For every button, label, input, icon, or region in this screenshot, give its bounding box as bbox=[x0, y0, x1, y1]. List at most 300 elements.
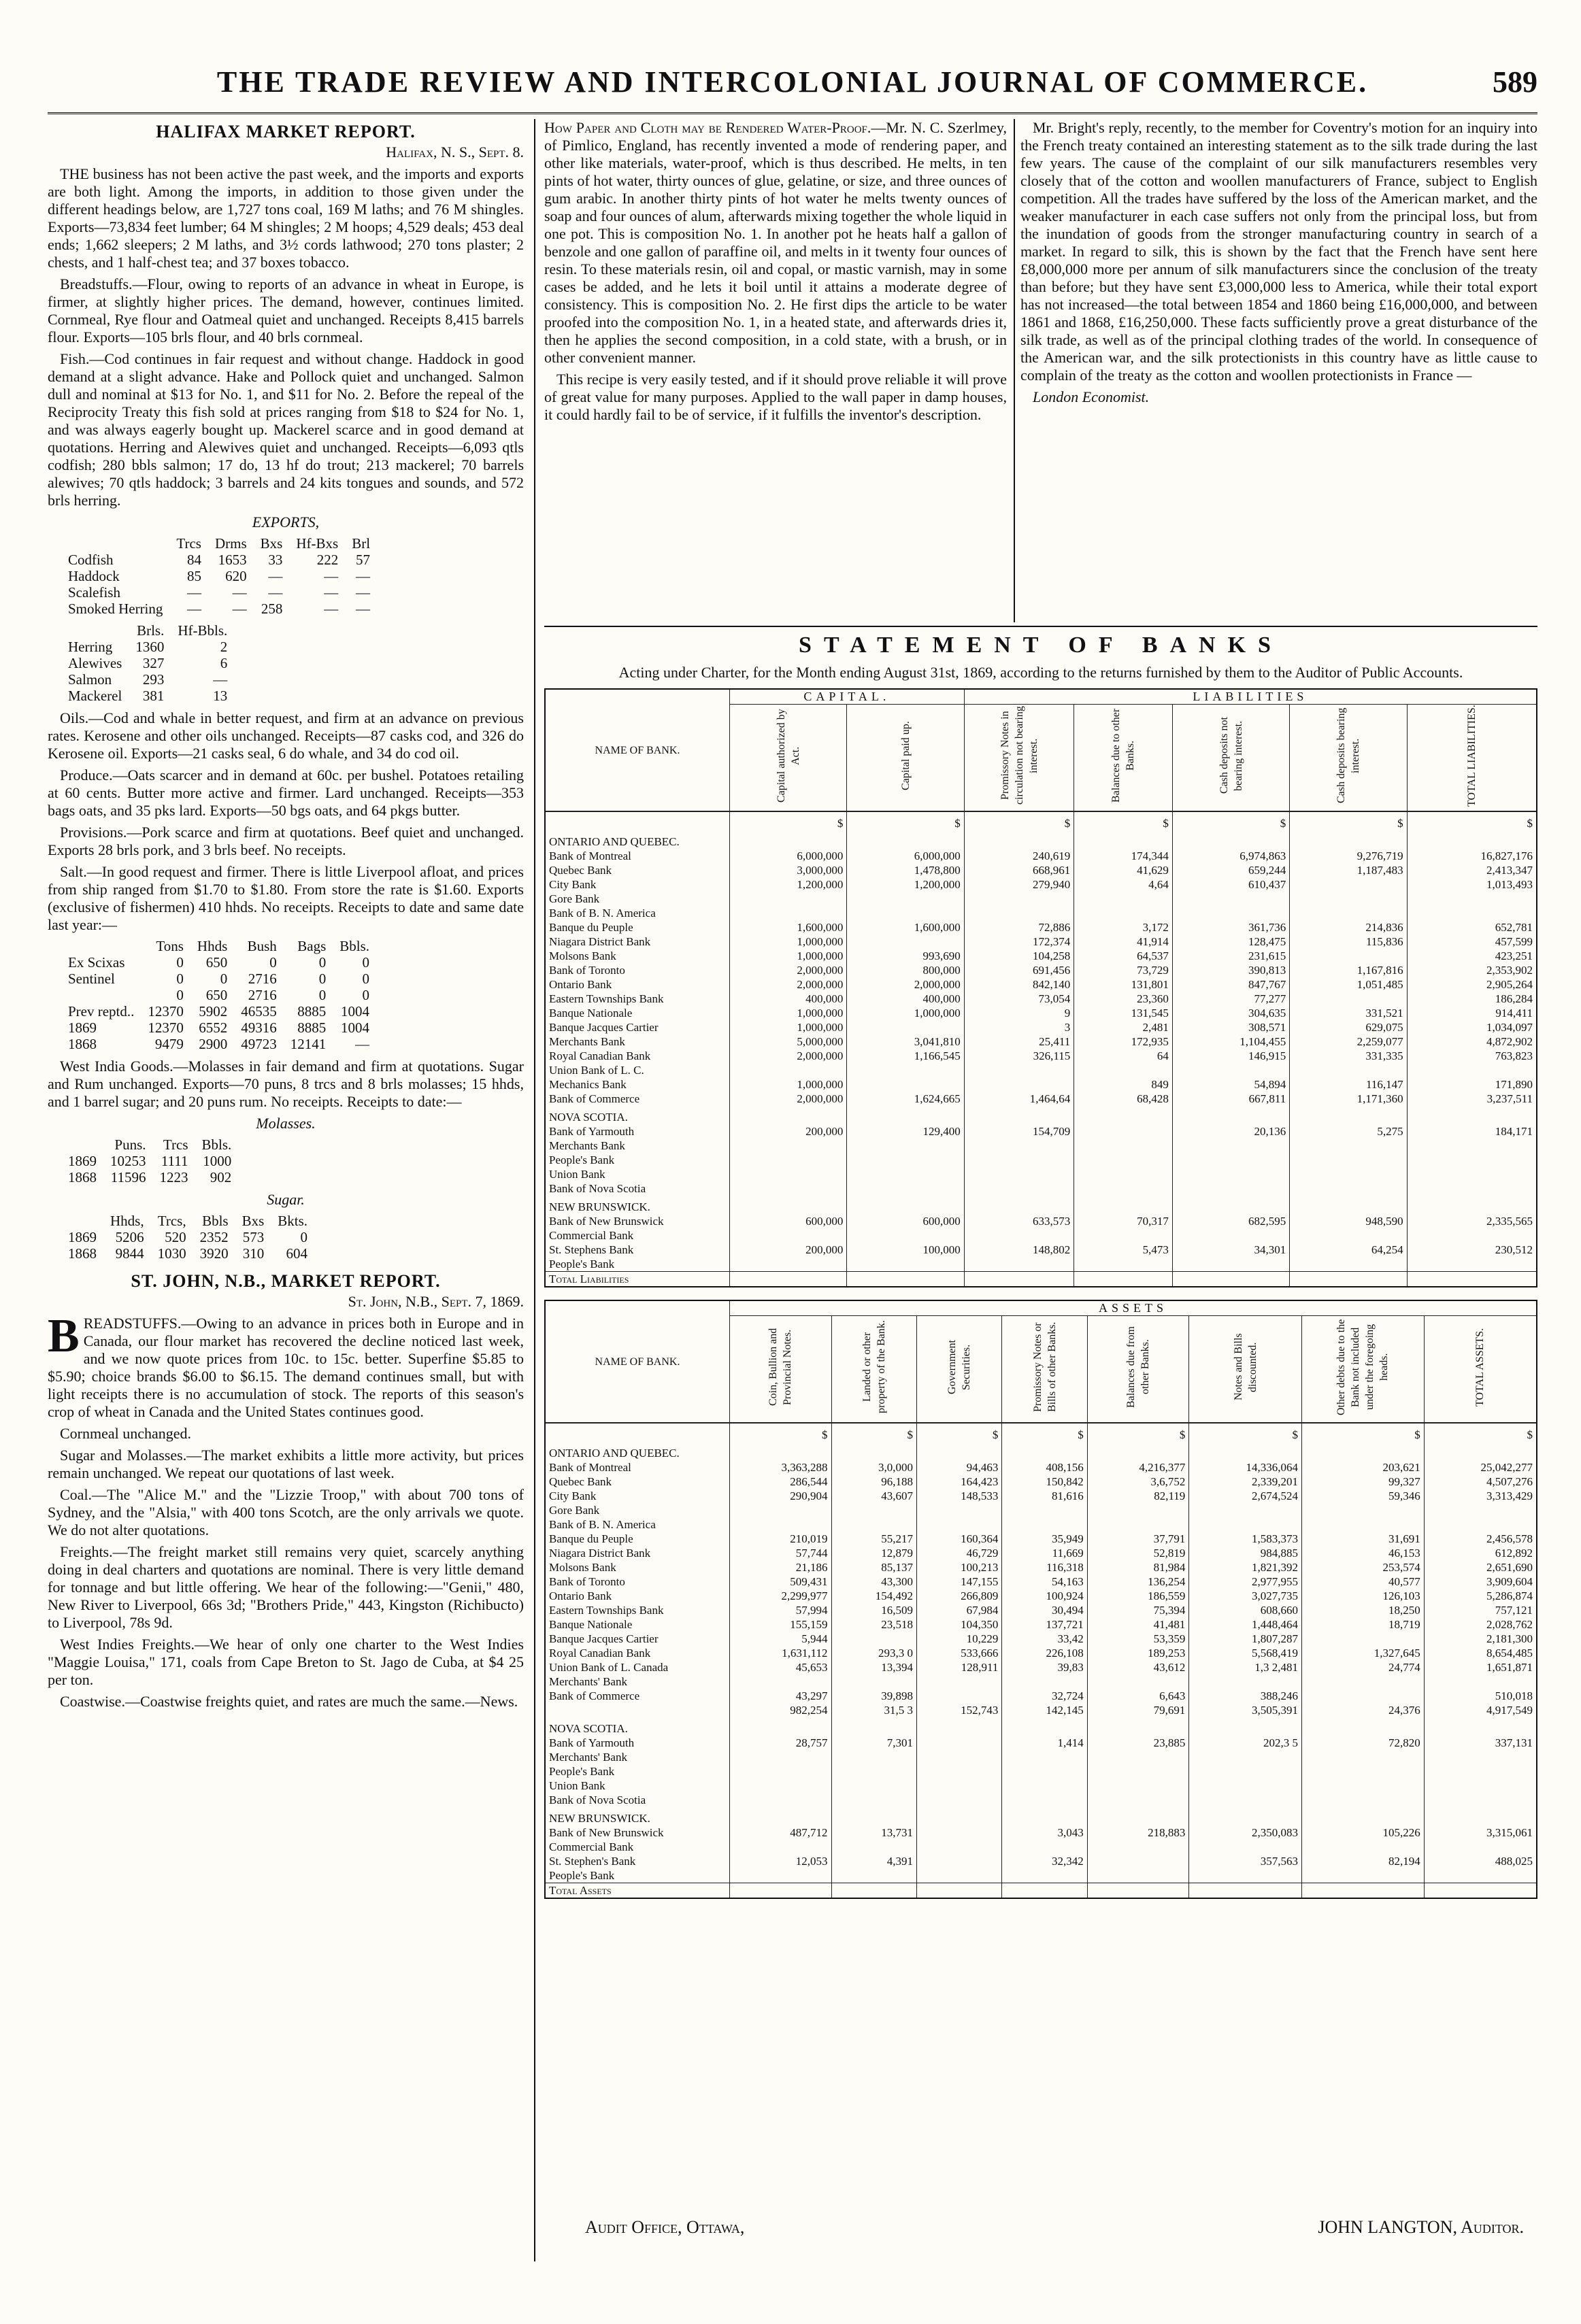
table-cell: 2,674,524 bbox=[1189, 1489, 1302, 1503]
empty-cell bbox=[1087, 1883, 1189, 1898]
table-cell bbox=[964, 892, 1074, 906]
table-cell: 1,807,287 bbox=[1189, 1632, 1302, 1646]
table-cell: 24,774 bbox=[1301, 1660, 1424, 1674]
bank-row bbox=[546, 1006, 1536, 1020]
empty-cell bbox=[831, 1717, 916, 1736]
table-cell bbox=[916, 1779, 1001, 1793]
table-cell bbox=[1189, 1779, 1302, 1793]
bank-row bbox=[546, 1764, 1536, 1779]
table-cell: 0 bbox=[176, 971, 184, 987]
table-cell: 1,104,455 bbox=[1172, 1034, 1289, 1049]
table-cell: — bbox=[356, 568, 371, 584]
currency-mark: $ bbox=[1424, 1423, 1536, 1442]
table-cell bbox=[730, 1868, 832, 1883]
table-cell: 1000 bbox=[203, 1153, 232, 1169]
bank-name: Gore Bank bbox=[549, 892, 600, 905]
bank-row bbox=[546, 1617, 1536, 1632]
column-header: Brl bbox=[352, 535, 371, 552]
bank-row bbox=[546, 1825, 1536, 1840]
bank-name: Molsons Bank bbox=[549, 949, 616, 962]
bank-row bbox=[546, 1167, 1536, 1181]
table-cell bbox=[847, 934, 964, 949]
bank-name: Bank of Yarmouth bbox=[549, 1736, 635, 1749]
table-cell: 984,885 bbox=[1189, 1546, 1302, 1560]
table-cell: 0 bbox=[318, 971, 327, 987]
table-cell bbox=[964, 1167, 1074, 1181]
column-header: Trcs bbox=[176, 535, 201, 552]
table-cell: 304,635 bbox=[1172, 1006, 1289, 1020]
currency-mark: $ bbox=[730, 1423, 832, 1442]
table-cell: 84 bbox=[186, 552, 201, 568]
bank-name: Merchants Bank bbox=[549, 1139, 625, 1152]
bank-row bbox=[546, 1589, 1536, 1603]
capital-group-header: CAPITAL. bbox=[730, 690, 965, 705]
empty-cell bbox=[1407, 1106, 1536, 1124]
currency-label bbox=[546, 1423, 730, 1442]
table-cell: 5,000,000 bbox=[730, 1034, 847, 1049]
table-cell: 4,216,377 bbox=[1087, 1460, 1189, 1475]
bank-row bbox=[546, 849, 1536, 863]
table-cell bbox=[1087, 1840, 1189, 1854]
table-cell: 2,000,000 bbox=[730, 1092, 847, 1106]
table-cell: 33,42 bbox=[1002, 1632, 1087, 1646]
bank-name: Union Bank of L. C. bbox=[549, 1064, 644, 1077]
table-cell bbox=[1172, 1181, 1289, 1196]
section-row bbox=[546, 830, 1536, 849]
table-cell: 1,464,64 bbox=[964, 1092, 1074, 1106]
table-cell: 23,518 bbox=[831, 1617, 916, 1632]
column-header-label: Capital authorized by Act. bbox=[775, 709, 801, 803]
molasses-table bbox=[61, 1136, 238, 1185]
table-cell: 4,64 bbox=[1074, 877, 1173, 892]
currency-mark: $ bbox=[1172, 811, 1289, 830]
table-cell bbox=[1002, 1750, 1087, 1764]
table-cell: 2,350,083 bbox=[1189, 1825, 1302, 1840]
column-header: NAME OF BANK. bbox=[546, 690, 730, 811]
table-row bbox=[61, 671, 234, 688]
table-cell bbox=[1301, 1764, 1424, 1779]
bank-row bbox=[546, 1077, 1536, 1092]
bank-name: Ontario Bank bbox=[549, 1589, 612, 1602]
table-cell bbox=[1407, 1228, 1536, 1243]
table-cell: 509,431 bbox=[730, 1574, 832, 1589]
table-cell: 847,767 bbox=[1172, 977, 1289, 992]
table-cell: 757,121 bbox=[1424, 1603, 1536, 1617]
table-cell bbox=[831, 1674, 916, 1689]
bank-row bbox=[546, 949, 1536, 963]
table-row bbox=[61, 688, 234, 704]
table-cell: — bbox=[356, 601, 371, 617]
table-cell: 31,691 bbox=[1301, 1532, 1424, 1546]
table-cell: — bbox=[232, 584, 247, 601]
table-cell: 520 bbox=[165, 1229, 186, 1245]
row-label: Herring bbox=[68, 639, 113, 655]
column-header: NAME OF BANK. bbox=[546, 1301, 730, 1423]
bank-name: Bank of New Brunswick bbox=[549, 1826, 664, 1839]
table-cell bbox=[1301, 1840, 1424, 1854]
table-cell: 2900 bbox=[199, 1036, 228, 1052]
table-cell: 0 bbox=[318, 987, 327, 1003]
assets-group-header: ASSETS bbox=[730, 1301, 1537, 1316]
column-header-label: Government Securities. bbox=[946, 1340, 973, 1394]
table-cell: 1,624,665 bbox=[847, 1092, 964, 1106]
table-cell bbox=[1074, 1228, 1173, 1243]
liabilities-table bbox=[546, 690, 1536, 1286]
table-cell bbox=[1290, 877, 1407, 892]
table-cell bbox=[1172, 1063, 1289, 1077]
bank-name: Ontario Bank bbox=[549, 978, 612, 991]
table-cell: 652,781 bbox=[1407, 920, 1536, 934]
bank-name: Union Bank of L. Canada bbox=[549, 1661, 669, 1674]
table-cell: 116,318 bbox=[1002, 1560, 1087, 1574]
column-header bbox=[61, 938, 141, 954]
table-cell: 6552 bbox=[199, 1020, 228, 1036]
table-cell: 5,944 bbox=[730, 1632, 832, 1646]
bank-row bbox=[546, 1124, 1536, 1139]
table-cell: — bbox=[324, 601, 339, 617]
table-cell: 85 bbox=[186, 568, 201, 584]
bank-name: Bank of Yarmouth bbox=[549, 1125, 635, 1138]
table-cell bbox=[1172, 1257, 1289, 1272]
table-cell: 46535 bbox=[241, 1003, 277, 1020]
table-cell: 1360 bbox=[135, 639, 165, 655]
table-cell: 6,000,000 bbox=[847, 849, 964, 863]
column-header-label: Coin, Bullion and Provincial Notes. bbox=[767, 1328, 794, 1407]
table-cell: 25,042,277 bbox=[1424, 1460, 1536, 1475]
table-cell: 400,000 bbox=[730, 992, 847, 1006]
table-cell bbox=[1424, 1517, 1536, 1532]
table-cell: 510,018 bbox=[1424, 1689, 1536, 1703]
auditor-signature: JOHN LANGTON, Auditor. bbox=[1318, 2217, 1524, 2237]
table-cell: 104,350 bbox=[916, 1617, 1001, 1632]
table-cell: 650 bbox=[205, 987, 228, 1003]
table-cell: 668,961 bbox=[964, 863, 1074, 877]
table-cell bbox=[1087, 1517, 1189, 1532]
table-cell: 2,000,000 bbox=[730, 977, 847, 992]
table-cell: 2 bbox=[220, 639, 228, 655]
table-row bbox=[61, 1153, 238, 1169]
table-cell: — bbox=[324, 584, 339, 601]
table-cell: 230,512 bbox=[1407, 1243, 1536, 1257]
table-cell: 189,253 bbox=[1087, 1646, 1189, 1660]
empty-cell bbox=[730, 1807, 832, 1825]
bank-name: Royal Canadian Bank bbox=[549, 1647, 651, 1660]
table-cell: 202,3 5 bbox=[1189, 1736, 1302, 1750]
table-cell bbox=[1172, 1139, 1289, 1153]
table-cell: 1,600,000 bbox=[730, 920, 847, 934]
table-cell: 12370 bbox=[148, 1020, 184, 1036]
table-cell bbox=[730, 1257, 847, 1272]
bank-row bbox=[546, 992, 1536, 1006]
bank-row bbox=[546, 1546, 1536, 1560]
bank-row bbox=[546, 1750, 1536, 1764]
table-cell: 43,300 bbox=[831, 1574, 916, 1589]
table-cell: — bbox=[186, 584, 201, 601]
section-divider bbox=[544, 626, 1537, 627]
table-cell: 1,051,485 bbox=[1290, 977, 1407, 992]
empty-cell bbox=[1087, 1807, 1189, 1825]
row-label: Prev reptd.. bbox=[68, 1003, 135, 1020]
bank-name: St. Stephen's Bank bbox=[549, 1855, 636, 1868]
table-cell: 914,411 bbox=[1407, 1006, 1536, 1020]
row-label: Scalefish bbox=[68, 584, 120, 601]
bank-row bbox=[546, 1214, 1536, 1228]
table-cell: 41,629 bbox=[1074, 863, 1173, 877]
table-cell: 25,411 bbox=[964, 1034, 1074, 1049]
table-cell: 2,339,201 bbox=[1189, 1475, 1302, 1489]
empty-cell bbox=[916, 1717, 1001, 1736]
halifax-dateline: Halifax, N. S., Sept. 8. bbox=[386, 144, 524, 161]
table-cell: 1653 bbox=[218, 552, 247, 568]
column-header-label: Balances due from other Banks. bbox=[1125, 1326, 1152, 1408]
bank-name: Mechanics Bank bbox=[549, 1078, 627, 1091]
table-cell: 2,000,000 bbox=[730, 1049, 847, 1063]
empty-cell bbox=[1189, 1717, 1302, 1736]
bank-name: Bank of Montreal bbox=[549, 849, 631, 862]
column-header bbox=[61, 1213, 103, 1229]
table-cell: 8885 bbox=[297, 1003, 327, 1020]
table-cell: 54,163 bbox=[1002, 1574, 1087, 1589]
bank-row bbox=[546, 1063, 1536, 1077]
table-cell bbox=[1407, 1181, 1536, 1196]
table-cell: 155,159 bbox=[730, 1617, 832, 1632]
table-cell bbox=[831, 1503, 916, 1517]
table-cell: 253,574 bbox=[1301, 1560, 1424, 1574]
bank-row bbox=[546, 1868, 1536, 1883]
table-cell: 6,643 bbox=[1087, 1689, 1189, 1703]
table-cell: 137,721 bbox=[1002, 1617, 1087, 1632]
table-cell: 152,743 bbox=[916, 1703, 1001, 1717]
table-cell bbox=[1087, 1503, 1189, 1517]
empty-cell bbox=[730, 1442, 832, 1460]
table-cell bbox=[1301, 1632, 1424, 1646]
table-cell: 390,813 bbox=[1172, 963, 1289, 977]
table-cell: 2,905,264 bbox=[1407, 977, 1536, 992]
empty-cell bbox=[730, 830, 847, 849]
empty-cell bbox=[1301, 1883, 1424, 1898]
table-cell: 184,171 bbox=[1407, 1124, 1536, 1139]
table-cell: 64,537 bbox=[1074, 949, 1173, 963]
section-label: ONTARIO AND QUEBEC. bbox=[549, 835, 680, 848]
empty-cell bbox=[964, 830, 1074, 849]
table-cell: 64,254 bbox=[1290, 1243, 1407, 1257]
table-cell: 147,155 bbox=[916, 1574, 1001, 1589]
empty-cell bbox=[1407, 830, 1536, 849]
empty-cell bbox=[964, 1196, 1074, 1214]
bank-name: Merchants' Bank bbox=[549, 1751, 627, 1764]
table-cell bbox=[1002, 1868, 1087, 1883]
table-cell: 633,573 bbox=[964, 1214, 1074, 1228]
bank-row bbox=[546, 1181, 1536, 1196]
table-cell: 214,836 bbox=[1290, 920, 1407, 934]
table-cell: 573 bbox=[242, 1229, 265, 1245]
table-cell: 57 bbox=[356, 552, 371, 568]
table-cell: 43,297 bbox=[730, 1689, 832, 1703]
bank-name: City Bank bbox=[549, 1489, 597, 1502]
table-cell: 116,147 bbox=[1290, 1077, 1407, 1092]
table-cell: 128,911 bbox=[916, 1660, 1001, 1674]
section-label: NEW BRUNSWICK. bbox=[549, 1200, 650, 1213]
table-cell bbox=[1424, 1674, 1536, 1689]
bank-row bbox=[546, 1736, 1536, 1750]
table-header-row bbox=[61, 938, 376, 954]
market-reports-column bbox=[48, 119, 524, 2261]
table-cell: 3,043 bbox=[1002, 1825, 1087, 1840]
table-cell: 1004 bbox=[341, 1003, 370, 1020]
table-cell bbox=[1290, 1181, 1407, 1196]
bank-row bbox=[546, 1660, 1536, 1674]
column-header bbox=[1087, 1316, 1189, 1424]
table-cell bbox=[730, 1779, 832, 1793]
table-cell: 2,481 bbox=[1074, 1020, 1173, 1034]
table-cell bbox=[730, 1167, 847, 1181]
column-header bbox=[1407, 705, 1536, 812]
section-row bbox=[546, 1106, 1536, 1124]
bank-name: Banque Nationale bbox=[549, 1007, 633, 1020]
table-cell: 1,000,000 bbox=[730, 1020, 847, 1034]
table-cell: 12,053 bbox=[730, 1854, 832, 1868]
empty-cell bbox=[916, 1807, 1001, 1825]
table-cell: 8885 bbox=[297, 1020, 327, 1036]
table-cell: — bbox=[232, 601, 247, 617]
table-cell bbox=[1290, 1139, 1407, 1153]
stjohn-paragraph: Coastwise.—Coastwise freights quiet, and rates are much the same.—News. bbox=[60, 1693, 518, 1710]
table-cell: 388,246 bbox=[1189, 1689, 1302, 1703]
table-cell bbox=[916, 1674, 1001, 1689]
article-paragraph: Mr. Bright's reply, recently, to the member for Coventry's motion for an inquiry into the French treaty contained an interesting statement as to the silk trade during the last few years. The cause of the complaint of our silk manufacturers resembles very closely that of the cotton and woollen manufacturers of France, subject to English competition. All the trades have suffered by the loss of the American market, and the weaker manufacturer in each case suffers not only from the principal loss, but from the inundation of goods from the stronger manufacturing country in search of a market. In regard to silk, this is shown by the fact that the French have sent here £8,000,000 more per annum of silk manufacturers since the conclusion of the treaty than before; but they have sent £3,000,000 less to America, while their total export has not increased—the total between 1854 and 1860 being £16,000,000, and between 1861 and 1868, £16,250,000. These facts sufficiently prove a great disturbance of the silk trade, as well as of the principal clothing trades of the world. In consequence of the American war, and the silk protectionists in this country have as little cause to complain of the treaty as the cotton and woollen protectionists in France — bbox=[1020, 119, 1537, 384]
table-cell bbox=[730, 1764, 832, 1779]
table-cell bbox=[916, 1736, 1001, 1750]
bank-name: Banque Nationale bbox=[549, 1618, 633, 1631]
table-cell bbox=[1074, 906, 1173, 920]
section-row bbox=[546, 1196, 1536, 1214]
empty-cell bbox=[1290, 1196, 1407, 1214]
table-cell: 1,171,360 bbox=[1290, 1092, 1407, 1106]
empty-cell bbox=[1002, 1807, 1087, 1825]
bank-name: Quebec Bank bbox=[549, 1475, 612, 1488]
table-cell: 59,346 bbox=[1301, 1489, 1424, 1503]
table-cell: 16,509 bbox=[831, 1603, 916, 1617]
table-cell: 200,000 bbox=[730, 1124, 847, 1139]
table-cell bbox=[831, 1750, 916, 1764]
stjohn-report-title: ST. JOHN, N.B., MARKET REPORT. bbox=[131, 1271, 441, 1291]
total-row bbox=[546, 1272, 1536, 1287]
table-cell: — bbox=[186, 601, 201, 617]
table-cell: 222 bbox=[316, 552, 339, 568]
stjohn-paragraph: Sugar and Molasses.—The market exhibits a little more activity, but prices remain unchanged. We repeat our quotations of last week. bbox=[48, 1447, 524, 1481]
assets-table bbox=[546, 1301, 1536, 1898]
table-cell bbox=[964, 1181, 1074, 1196]
table-cell bbox=[916, 1840, 1001, 1854]
table-cell bbox=[1424, 1793, 1536, 1807]
table-cell: 21,186 bbox=[730, 1560, 832, 1574]
table-cell: 9 bbox=[964, 1006, 1074, 1020]
table-cell: 100,213 bbox=[916, 1560, 1001, 1574]
table-cell: 8,654,485 bbox=[1424, 1646, 1536, 1660]
bank-name: People's Bank bbox=[549, 1153, 615, 1166]
table-cell bbox=[730, 1063, 847, 1077]
table-cell bbox=[730, 1750, 832, 1764]
column-header: Bbls. bbox=[201, 1136, 232, 1153]
bank-row bbox=[546, 863, 1536, 877]
table-cell bbox=[730, 892, 847, 906]
table-cell bbox=[847, 1167, 964, 1181]
table-cell bbox=[847, 906, 964, 920]
column-header: Drms bbox=[214, 535, 247, 552]
column-header-label: Promissory Notes in circulation not bearing interest. bbox=[999, 706, 1039, 805]
empty-cell bbox=[831, 1442, 916, 1460]
table-cell: 849 bbox=[1074, 1077, 1173, 1092]
empty-cell bbox=[1424, 1442, 1536, 1460]
table-cell bbox=[1301, 1517, 1424, 1532]
empty-cell bbox=[1407, 1272, 1536, 1287]
bank-name: Banque du Peuple bbox=[549, 921, 633, 934]
table-cell: 82,194 bbox=[1301, 1854, 1424, 1868]
exports-table bbox=[61, 535, 377, 617]
total-label: Total Assets bbox=[546, 1883, 730, 1898]
bank-name: Niagara District Bank bbox=[549, 1547, 651, 1560]
table-cell: 3,363,288 bbox=[730, 1460, 832, 1475]
empty-cell bbox=[730, 1196, 847, 1214]
table-cell: 6,000,000 bbox=[730, 849, 847, 863]
table-cell bbox=[1290, 1257, 1407, 1272]
table-cell: 46,153 bbox=[1301, 1546, 1424, 1560]
table-cell: 67,984 bbox=[916, 1603, 1001, 1617]
table-cell: — bbox=[356, 584, 371, 601]
column-header bbox=[1074, 705, 1173, 812]
table-cell bbox=[1290, 1167, 1407, 1181]
table-cell bbox=[1301, 1868, 1424, 1883]
table-cell: — bbox=[355, 1036, 370, 1052]
bank-name: People's Bank bbox=[549, 1258, 615, 1270]
table-cell: 7,301 bbox=[831, 1736, 916, 1750]
table-cell: 0 bbox=[300, 1229, 308, 1245]
table-cell: 2,977,955 bbox=[1189, 1574, 1302, 1589]
bank-row bbox=[546, 1840, 1536, 1854]
table-cell: 154,709 bbox=[964, 1124, 1074, 1139]
table-cell: 2,353,902 bbox=[1407, 963, 1536, 977]
table-cell bbox=[1074, 1153, 1173, 1167]
halifax-paragraph: Salt.—In good request and firmer. There is little Liverpool afloat, and prices from ship ranged from $1.70 to $1.80. From store the rate is $1.60. Exports (exclusive of fishermen) 410 hhds. No receipts. Receipts to date and same date last year:— bbox=[48, 863, 524, 933]
empty-cell bbox=[1074, 1196, 1173, 1214]
table-cell: 28,757 bbox=[730, 1736, 832, 1750]
table-cell bbox=[1301, 1674, 1424, 1689]
empty-cell bbox=[847, 1272, 964, 1287]
bank-name: Union Bank bbox=[549, 1168, 605, 1181]
table-cell bbox=[1290, 906, 1407, 920]
article-title: How Paper and Cloth may be Rendered Water-Proof. bbox=[544, 119, 871, 136]
column-header: Hhds, bbox=[110, 1213, 144, 1229]
statement-of-banks bbox=[544, 633, 1537, 2251]
table-cell: 1030 bbox=[157, 1245, 186, 1262]
table-cell: 3 bbox=[964, 1020, 1074, 1034]
table-cell: 37,791 bbox=[1087, 1532, 1189, 1546]
table-cell bbox=[730, 1153, 847, 1167]
table-row bbox=[61, 1036, 376, 1052]
table-cell: 533,666 bbox=[916, 1646, 1001, 1660]
table-cell: 9479 bbox=[154, 1036, 184, 1052]
table-cell: 126,103 bbox=[1301, 1589, 1424, 1603]
table-cell bbox=[1424, 1868, 1536, 1883]
table-cell: 142,145 bbox=[1002, 1703, 1087, 1717]
table-cell: 842,140 bbox=[964, 977, 1074, 992]
table-cell bbox=[1189, 1793, 1302, 1807]
column-header: Bbls bbox=[202, 1213, 229, 1229]
table-cell: 131,545 bbox=[1074, 1006, 1173, 1020]
table-cell: 72,820 bbox=[1301, 1736, 1424, 1750]
statement-subtitle: Acting under Charter, for the Month ending August 31st, 1869, according to the returns furnished by them to the Auditor of Public Accounts. bbox=[618, 664, 1463, 681]
table-cell: 381 bbox=[142, 688, 165, 704]
